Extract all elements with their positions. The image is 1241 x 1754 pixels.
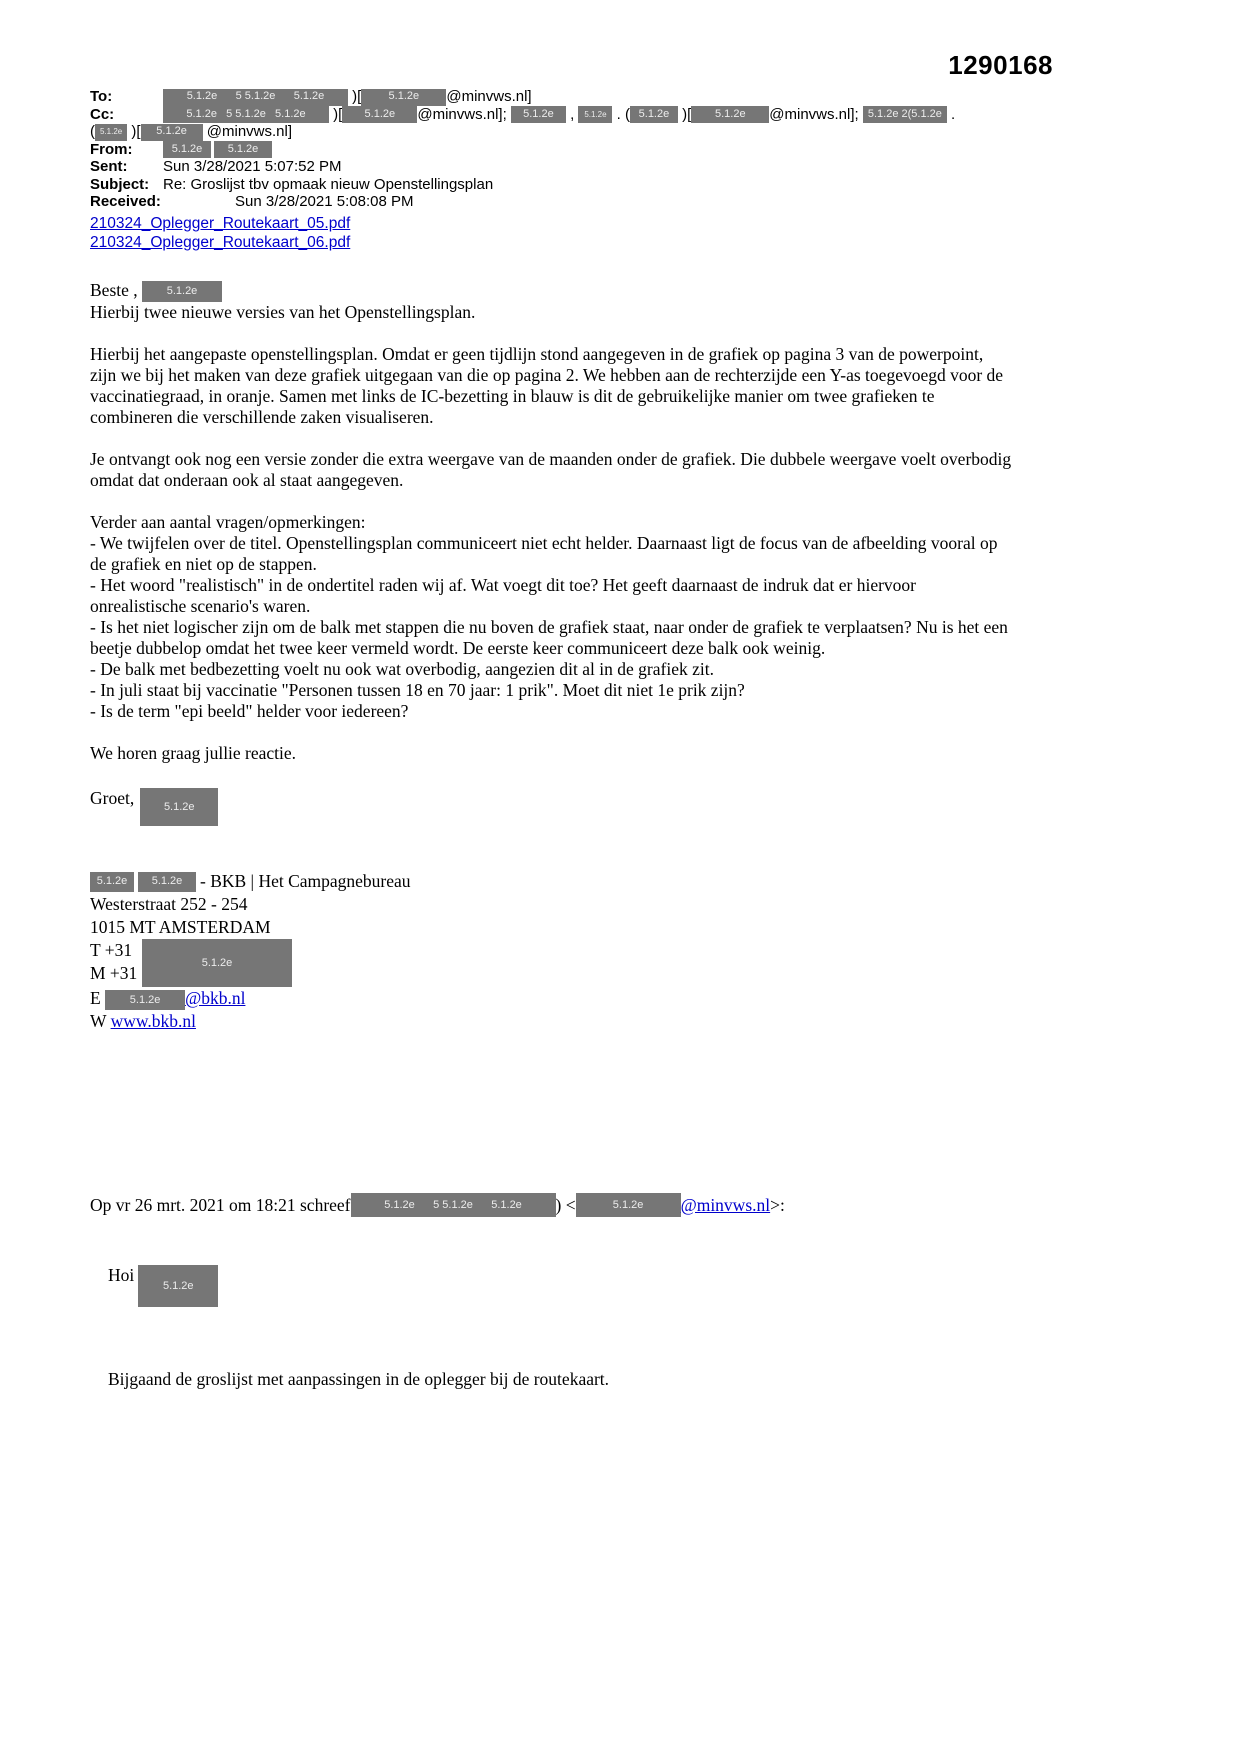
redaction-box: 5.1.2e 2(5.1.2e [863,106,947,123]
attachments-block [90,214,1013,253]
text-segment: )[ [127,123,141,141]
text-segment: @minvws.nl] [202,123,293,141]
phone-t-label: T +31 [90,940,133,961]
sent-value: Sun 3/28/2021 5:07:52 PM [163,158,342,176]
redaction-box: 5.1.2e [691,106,769,123]
redaction-box: 5.1.2e [140,788,218,826]
to-label: To: [90,88,113,105]
question-item-2: - Het woord "realistisch" in de ondertitel raden wij af. Wat voegt dit toe? Het geeft daarnaast de indruk dat er hiervoor onrealistische scenario's waren. [90,575,917,617]
redaction-box: 5.1.2e [141,124,203,141]
text-segment: )[ [348,88,362,105]
attachment-link-2[interactable]: 210324_Oplegger_Routekaart_06.pdf [90,234,351,252]
quote-greeting-line [108,1265,1013,1307]
text-segment: , [565,105,579,123]
questions-intro: Verder aan aantal vragen/opmerkingen: [90,512,366,533]
greeting-line [90,280,1013,302]
email-prefix: E [90,988,106,1009]
question-item-3: - Is het niet logischer zijn om de balk met stappen die nu boven de grafiek staat, naar onder de grafiek te verplaatsen? Nu is het een beetje dubbelop omdat het twee keer vermeld wordt. De eerste keer communiceert deze balk ook weinig. [90,617,1008,659]
document-number: 1290168 [948,50,1053,80]
redaction-box: 5.1.2e [138,1265,218,1307]
body-paragraph-2: Je ontvangt ook nog een versie zonder die extra weergave van de maanden onder de grafiek. Die dubbele weergave voelt overbodig omdat dat onderaan ook al staat aangegeven. [90,449,1012,491]
groet-line [90,788,1013,826]
redaction-box: 5.1.2e [138,872,196,892]
cc-value-wrap [90,123,292,140]
signature-address-2: 1015 MT AMSTERDAM [90,917,271,938]
text-segment: >: [770,1194,785,1215]
signature-address-1: Westerstraat 252 - 254 [90,894,248,915]
subject-label: Subject: [90,175,150,193]
redaction-box: 5.1.2e 5 5.1.2e 5.1.2e [163,106,329,123]
text-segment: )[ [677,105,692,123]
body-paragraph-intro: Hierbij twee nieuwe versies van het Openstellingsplan. [90,302,476,323]
header-line-from [90,141,1013,159]
body-paragraph-1: Hierbij het aangepaste openstellingsplan. Omdat er geen tijdlijn stond aangegeven in de grafiek op pagina 3 van de powerpoint, zijn we bij het maken van deze grafiek uitgegaan van die op pagina 2. We hebben aan de rechterzijde een Y-as toegevoegd voor de vaccinatiegraad, in oranje. Samen met links de IC-bezetting in blauw is dit de gebruikelijke manier om twee grafieken te combineren die verschillende zaken visualiseren. [90,344,1004,428]
closing-line: We horen graag jullie reactie. [90,743,297,764]
text-segment: . [946,105,956,123]
redaction-box: 5.1.2e [163,141,211,158]
from-value [163,141,272,158]
attachment-link-1[interactable]: 210324_Oplegger_Routekaart_05.pdf [90,214,351,232]
minvws-email-link[interactable]: @minvws.nl [680,1194,771,1215]
text-segment: Hoi [108,1265,135,1286]
signature-phone-block [90,939,1013,987]
redaction-box: 5.1.2e [630,106,678,123]
text-segment: @minvws.nl]; [769,105,863,123]
quote-attribution [90,1193,785,1217]
text-segment: - BKB | Het Campagnebureau [200,871,411,892]
redaction-box: 5.1.2e 5 5.1.2e 5.1.2e [351,1193,556,1217]
redaction-box: 5.1.2e [576,1193,681,1217]
redaction-box: 5.1.2e [342,106,417,123]
quote-attribution-line [90,1193,1013,1217]
text-segment: Groet, [90,788,135,809]
received-value: Sun 3/28/2021 5:08:08 PM [235,193,414,211]
phone-labels [90,939,142,987]
redaction-box: 5.1.2e 5 5.1.2e 5.1.2e [163,89,348,106]
redaction-box: 5.1.2e [105,990,185,1010]
header-line-to [90,88,1013,106]
redaction-box: 5.1.2e [511,106,566,123]
header-line-subject [90,176,1013,194]
quote-body-line: Bijgaand de groslijst met aanpassingen in de oplegger bij de routekaart. [108,1369,610,1390]
subject-value: Re: Groslijst tbv opmaak nieuw Openstellingsplan [163,175,494,193]
from-label: From: [90,140,133,158]
signature-web-line [90,1010,1013,1033]
text-segment: @minvws.nl]; [417,105,511,123]
redaction-box: 5.1.2e [90,872,134,892]
text-segment: Op vr 26 mrt. 2021 om 18:21 schreef [90,1194,351,1215]
text-segment: ) < [555,1194,576,1215]
question-item-4: - De balk met bedbezetting voelt nu ook wat overbodig, aangezien dit al in de grafiek zit. [90,659,714,680]
text-segment: )[ [329,105,343,123]
text-segment: Beste , [90,279,143,300]
redaction-box: 5.1.2e [142,281,222,302]
phone-m-label: M +31 [90,963,138,984]
signature-block [90,870,1013,1033]
question-item-5: - In juli staat bij vaccinatie "Personen tussen 18 en 70 jaar: 1 prik". Moet dit niet 1e prik zijn? [90,680,745,701]
bkb-website-link[interactable]: www.bkb.nl [110,1011,196,1032]
redaction-box: 5.1.2e [361,89,446,106]
signature-name-line [90,870,1013,893]
email-body [90,280,1013,1390]
text-segment: . ( [612,105,630,123]
redaction-box: 5.1.2e [214,141,272,158]
signature-email-line [90,987,1013,1010]
sent-label: Sent: [90,158,128,176]
to-value [163,88,532,105]
received-label: Received: [90,193,161,211]
header-line-received [90,193,1013,211]
cc-label: Cc: [90,105,115,123]
bkb-email-link[interactable]: @bkb.nl [185,988,246,1009]
header-line-cc-wrap [90,123,1013,141]
question-item-1: - We twijfelen over de titel. Openstellingsplan communiceert niet echt helder. Daarnaast ligt de focus van de afbeelding vooral op de grafiek en niet op de stappen. [90,533,998,575]
cc-value [163,106,955,123]
text-segment: ( [90,123,95,141]
header-line-sent [90,158,1013,176]
redaction-box: 5.1.2e [142,939,292,987]
text-segment: @minvws.nl] [446,88,532,105]
redaction-box: 5.1.2e [95,124,127,141]
redaction-box: 5.1.2e [578,106,612,123]
web-prefix: W [90,1011,111,1032]
questions-list [90,533,1013,722]
header-line-cc [90,106,1013,124]
question-item-6: - Is de term "epi beeld" helder voor iedereen? [90,701,409,722]
email-header-block [90,88,1013,253]
